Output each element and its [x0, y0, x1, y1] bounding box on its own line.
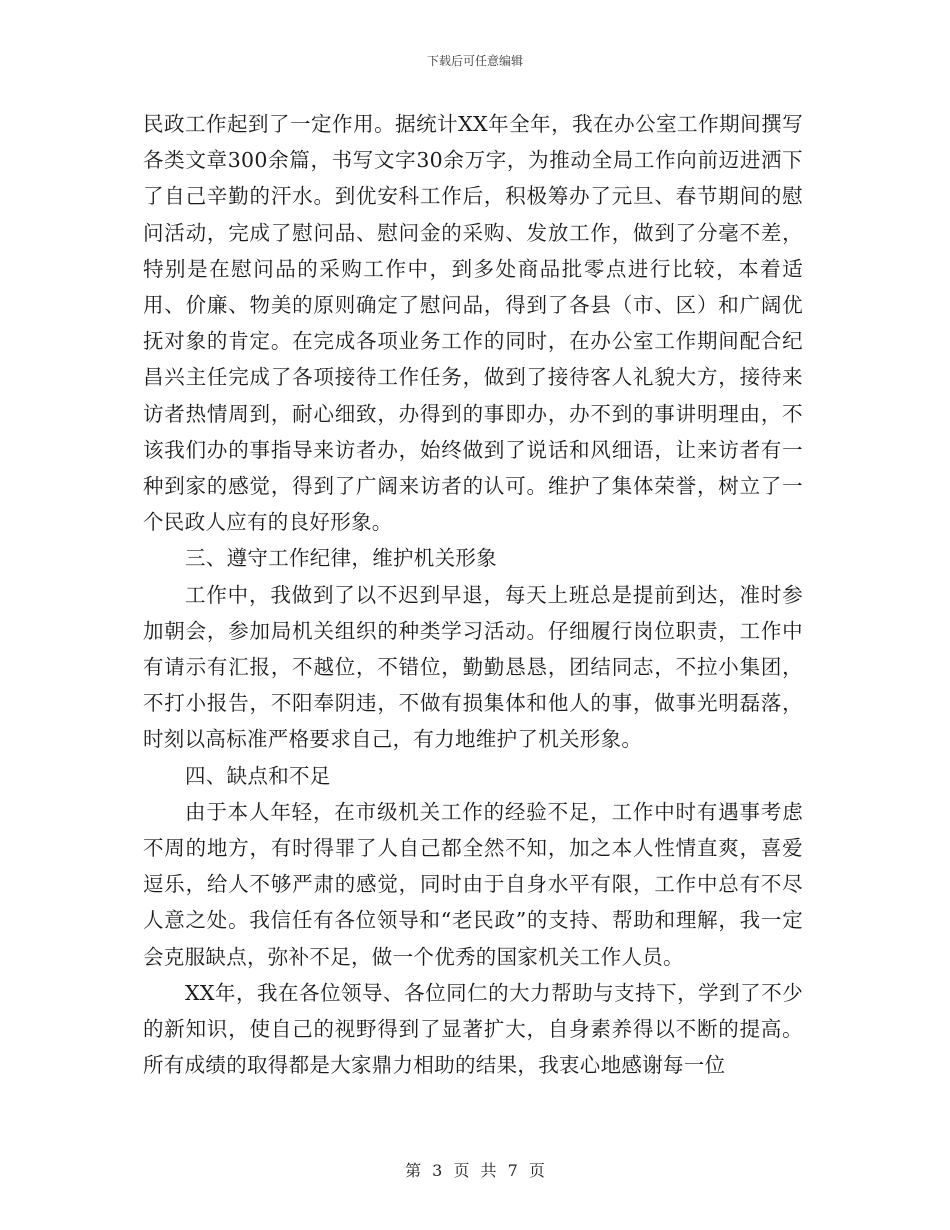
section-heading-4: 四、缺点和不足 — [185, 763, 331, 788]
paragraph-3: 由于本人年轻，在市级机关工作的经验不足，工作中时有遇事考虑不周的地方，有时得罪了人自己都全然不知，加之本人性情直爽，喜爱逗乐，给人不够严肃的感觉，同时由于自身水平有限，工作中总有不尽人意之处。我信任有各位领导和“老民政”的支持、帮助和理解，我一定会克服缺点，弥补不足，做一个优秀的国家机关工作人员。 — [143, 799, 803, 969]
page-footer: 第 3 页 共 7 页 — [405, 1161, 545, 1180]
page-header: 下载后可任意编辑 — [426, 54, 523, 68]
paragraph-1: 民政工作起到了一定作用。据统计XX年全年，我在办公室工作期间撰写各类文章300余篇，书写文字30余万字，为推动全局工作向前迈进洒下了自己辛勤的汗水。到优安科工作后，积极筹办了元旦、春节期间的慰问活动，完成了慰问品、慰问金的采购、发放工作，做到了分毫不差，特别是在慰问品的采购工作中，到多处商品批零点进行比较，本着适用、价廉、物美的原则确定了慰问品，得到了各县（市、区）和广阔优抚对象的肯定。在完成各项业务工作的同时，在办公室工作期间配合纪昌兴主任完成了各项接待工作任务，做到了接待客人礼貌大方，接待来访者热情周到，耐心细致，办得到的事即办，办不到的事讲明理由，不该我们办的事指导来访者办，始终做到了说话和风细语，让来访者有一种到家的感觉，得到了广阔来访者的认可。维护了集体荣誉，树立了一个民政人应有的良好形象。 — [143, 112, 803, 535]
paragraph-4: XX年，我在各位领导、各位同仁的大力帮助与支持下，学到了不少的新知识，使自己的视野得到了显著扩大，自身素养得以不断的提高。所有成绩的取得都是大家鼎力相助的结果，我衷心地感谢每一位 — [143, 980, 803, 1078]
section-heading-3: 三、遵守工作纪律，维护机关形象 — [185, 546, 497, 571]
body-text — [143, 106, 803, 1083]
paragraph-2: 工作中，我做到了以不迟到早退，每天上班总是提前到达，准时参加朝会，参加局机关组织的种类学习活动。仔细履行岗位职责，工作中有请示有汇报，不越位，不错位，勤勤恳恳，团结同志，不拉小集团，不打小报告，不阳奉阴违，不做有损集体和他人的事，做事光明磊落，时刻以高标准严格要求自己，有力地维护了机关形象。 — [143, 582, 803, 752]
